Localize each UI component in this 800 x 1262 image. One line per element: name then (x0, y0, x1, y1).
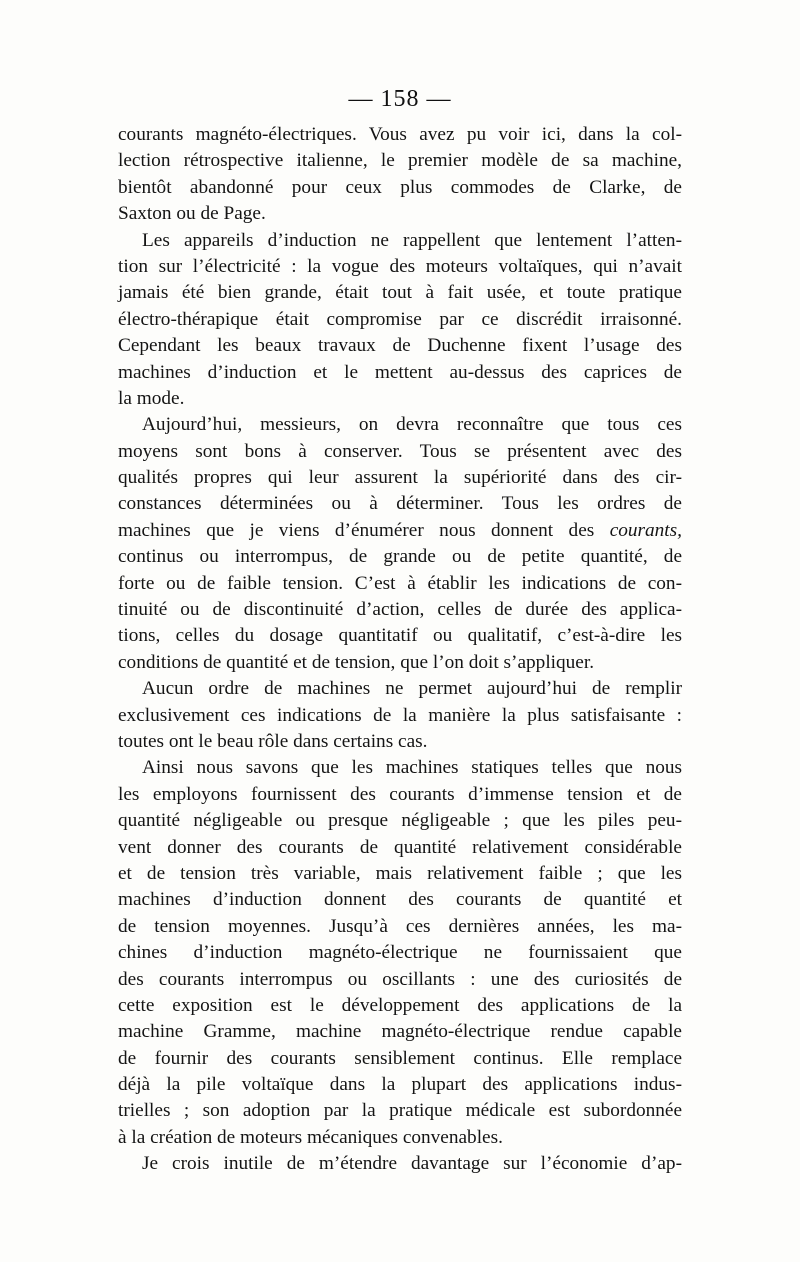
text-line (118, 175, 682, 201)
text-line (118, 280, 682, 306)
text-line (118, 333, 682, 359)
text-line (118, 1125, 682, 1151)
text-line (118, 1098, 682, 1124)
text-line (118, 835, 682, 861)
text-line (118, 597, 682, 623)
text-line (118, 676, 682, 702)
text-line-content: qualités propres qui leur assurent la supériorité dans des cir- (118, 467, 682, 489)
text-line-content: chines d’induction magnéto-électrique ne fournissaient que (118, 942, 682, 964)
text-line (118, 254, 682, 280)
text-line (118, 703, 682, 729)
text-line (118, 755, 682, 781)
text-line (118, 1046, 682, 1072)
text-line-content: de fournir des courants sensiblement continus. Elle remplace (118, 1047, 682, 1069)
text-line (118, 1072, 682, 1098)
text-line-content: de tension moyennes. Jusqu’à ces dernières années, les ma- (118, 915, 682, 937)
text-line (118, 1019, 682, 1045)
text-line-content: machines d’induction donnent des courants de quantité et (118, 889, 682, 911)
text-line-content: continus ou interrompus, de grande ou de petite quantité, de (118, 546, 682, 568)
text-line-content: et de tension très variable, mais relativement faible ; que les (118, 862, 682, 884)
text-line (118, 122, 682, 148)
text-line (118, 386, 682, 412)
text-line-content: des courants interrompus ou oscillants : une des curiosités de (118, 968, 682, 990)
text-line (118, 914, 682, 940)
text-line-content: cette exposition est le développement des applications de la (118, 994, 682, 1016)
text-line (118, 782, 682, 808)
text-line-content: courants magnéto-électriques. Vous avez pu voir ici, dans la col- (118, 124, 682, 145)
text-line (118, 544, 682, 570)
body-text (118, 122, 682, 1178)
italic-word: courants, (609, 519, 682, 541)
text-line (118, 412, 682, 438)
text-line (118, 623, 682, 649)
text-line-content: constances déterminées ou à déterminer. Tous les ordres de (118, 493, 682, 515)
text-line-content: tinuité ou de discontinuité d’action, celles de durée des applica- (118, 599, 682, 621)
text-line (118, 439, 682, 465)
text-line-content: machines d’induction et le mettent au-dessus des caprices de (118, 361, 682, 383)
text-line-content: Cependant les beaux travaux de Duchenne fixent l’usage des (118, 335, 682, 357)
text-line (118, 650, 682, 676)
text-line (118, 993, 682, 1019)
text-line (118, 967, 682, 993)
text-line (118, 1151, 682, 1177)
page-number: — 158 — (348, 86, 452, 112)
text-line-content: tions, celles du dosage quantitatif ou qualitatif, c’est-à-dire les (118, 625, 682, 647)
text-line (118, 307, 682, 333)
text-line-content: moyens sont bons à conserver. Tous se présentent avec des (118, 440, 682, 462)
text-line (118, 729, 682, 755)
text-line-content: les employons fournissent des courants d’immense tension et de (118, 783, 682, 805)
text-line-content: exclusivement ces indications de la manière la plus satisfaisante : (118, 704, 682, 726)
text-line (118, 465, 682, 491)
text-line (118, 887, 682, 913)
text-line-content: Aucun ordre de machines ne permet aujourd’hui de remplir (142, 678, 682, 700)
text-line-content: lection rétrospective italienne, le premier modèle de sa machine, (118, 150, 682, 172)
text-line-content: forte ou de faible tension. C’est à établir les indications de con- (118, 572, 682, 594)
text-line-content: conditions de quantité et de tension, que l’on doit s’appliquer. (118, 651, 595, 673)
text-line-content: Saxton ou de Page. (118, 203, 266, 225)
text-line-content: tion sur l’électricité : la vogue des moteurs voltaïques, qui n’avait (118, 255, 682, 277)
text-line-content: Les appareils d’induction ne rappellent que lentement l’atten- (142, 229, 682, 251)
text-line (118, 940, 682, 966)
text-line (118, 571, 682, 597)
text-line (118, 491, 682, 517)
text-line-content: Je crois inutile de m’étendre davantage sur l’économie d’ap- (142, 1153, 682, 1175)
text-line (118, 861, 682, 887)
text-line-content: bientôt abandonné pour ceux plus commodes de Clarke, de (118, 176, 682, 198)
text-line-content: trielles ; son adoption par la pratique médicale est subordonnée (118, 1100, 682, 1122)
text-line-content: machines que je viens d’énumérer nous donnent des (118, 519, 595, 541)
text-line-content: machine Gramme, machine magnéto-électrique rendue capable (118, 1021, 682, 1043)
text-line-content: Ainsi nous savons que les machines statiques telles que nous (142, 757, 682, 779)
text-line-content: la mode. (118, 387, 185, 409)
text-line (118, 808, 682, 834)
text-line (118, 518, 682, 544)
text-line-content: à la création de moteurs mécaniques convenables. (118, 1126, 503, 1148)
text-line-content: toutes ont le beau rôle dans certains cas. (118, 730, 428, 752)
text-line-content: quantité négligeable ou presque négligeable ; que les piles peu- (118, 810, 682, 832)
text-line (118, 201, 682, 227)
text-line (118, 228, 682, 254)
text-line-content: électro-thérapique était compromise par ce discrédit irraisonné. (118, 308, 682, 330)
text-line (118, 360, 682, 386)
text-line-content: jamais été bien grande, était tout à fait usée, et toute pratique (118, 282, 682, 304)
text-line-content: déjà la pile voltaïque dans la plupart des applications indus- (118, 1074, 682, 1096)
text-line-content: vent donner des courants de quantité relativement considérable (118, 836, 682, 858)
text-line (118, 148, 682, 174)
text-line-content: Aujourd’hui, messieurs, on devra reconnaître que tous ces (142, 414, 682, 436)
